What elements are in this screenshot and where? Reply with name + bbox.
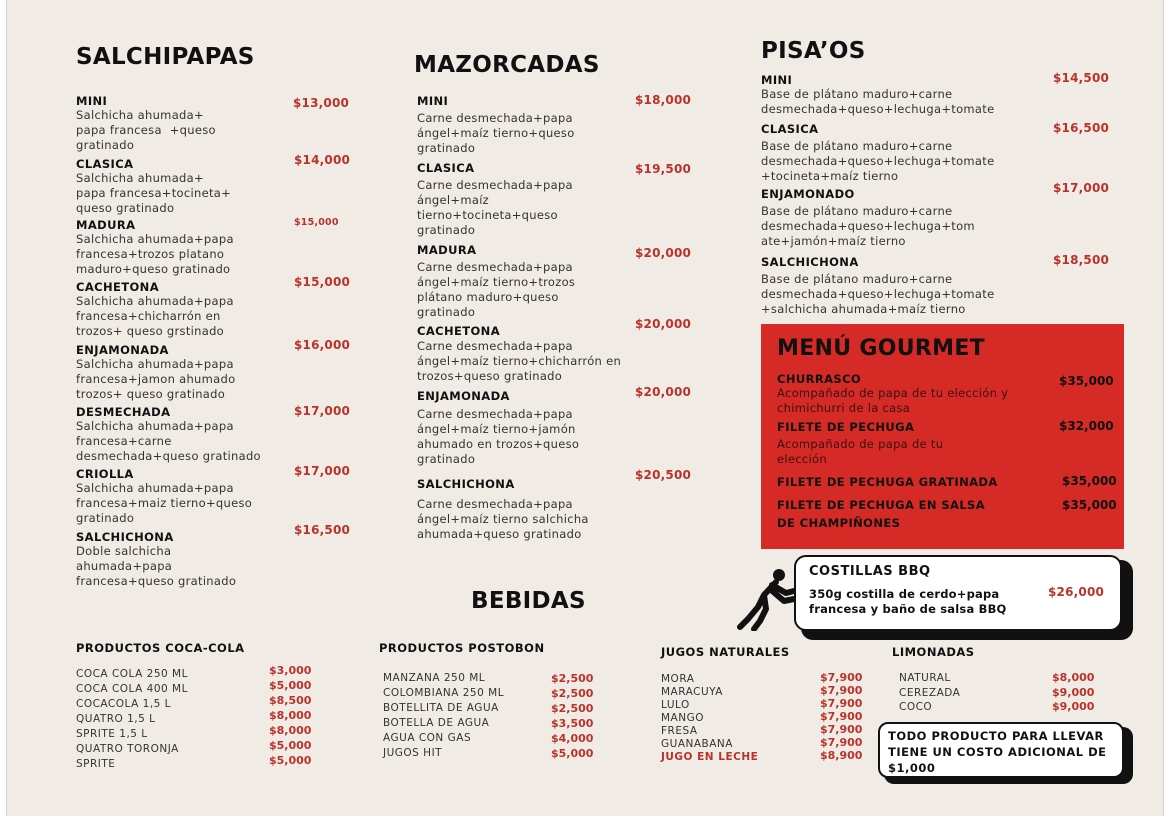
item-price: $20,000 <box>635 246 692 260</box>
item-description: Salchicha ahumada+papa francesa+maiz tierno+queso gratinado <box>76 481 253 525</box>
menu-item <box>761 255 994 317</box>
drink-price: $7,900 <box>820 723 863 736</box>
item-name: CHURRASCO <box>777 372 862 386</box>
item-name: CRIOLLA <box>76 467 134 481</box>
bbq-description: 350g costilla de cerdo+papa francesa y baño de salsa BBQ <box>809 587 1007 616</box>
item-description: Doble salchicha ahumada+papa francesa+queso gratinado <box>76 544 237 588</box>
gourmet-item <box>777 420 943 467</box>
item-name: ENJAMONADA <box>417 389 510 403</box>
drink-name: LULO <box>661 699 690 711</box>
item-name: ENJAMONADA <box>76 343 169 357</box>
limonadas-title: LIMONADAS <box>892 645 975 659</box>
drink-price: $8,000 <box>1052 671 1095 684</box>
item-description: Salchicha ahumada+ papa francesa +queso gratinado <box>76 108 216 152</box>
item-name: CLASICA <box>76 157 134 171</box>
drink-name: COCACOLA 1,5 L <box>76 698 172 710</box>
drink-name: NATURAL <box>899 672 951 684</box>
drink-price: $7,900 <box>820 697 863 710</box>
gourmet-panel <box>761 324 1124 549</box>
jugos-prices <box>820 671 862 762</box>
bbq-card <box>794 555 1122 631</box>
drink-name: JUGOS HIT <box>383 747 443 759</box>
item-name: SALCHICHONA <box>76 530 174 544</box>
menu-item <box>417 94 575 156</box>
pisaos-title: PISA’OS <box>761 38 866 64</box>
item-name: MADURA <box>76 218 136 232</box>
drink-price: $3,000 <box>269 664 312 677</box>
item-price: $16,500 <box>1053 121 1110 135</box>
drink-name: JUGO EN LECHE <box>661 751 759 763</box>
item-name: DESMECHADA <box>76 405 171 419</box>
item-price: $32,000 <box>1059 419 1114 433</box>
item-price: $18,500 <box>1053 253 1110 267</box>
item-description: Salchicha ahumada+papa francesa+trozos platano maduro+queso gratinado <box>76 232 234 276</box>
drink-price: $3,500 <box>551 717 594 730</box>
drink-name: SPRITE 1,5 L <box>76 728 148 740</box>
postobon-title: PRODUCTOS POSTOBON <box>379 641 545 655</box>
item-price: $35,000 <box>1062 474 1117 488</box>
item-price: $20,500 <box>635 468 692 482</box>
drink-name: MARACUYA <box>661 686 723 698</box>
item-name: FILETE DE PECHUGA GRATINADA <box>777 475 998 489</box>
item-price: $35,000 <box>1062 498 1117 512</box>
item-name: MADURA <box>417 243 477 257</box>
drink-price: $4,000 <box>551 732 594 745</box>
drink-name: MANZANA 250 ML <box>383 672 486 684</box>
menu-item <box>417 243 575 320</box>
postobon-list <box>383 671 504 761</box>
item-name: CLASICA <box>417 161 475 175</box>
bbq-price: $26,000 <box>1048 585 1105 599</box>
drink-price: $2,500 <box>551 702 594 715</box>
item-price: $16,000 <box>294 338 351 352</box>
drink-price: $8,900 <box>820 749 863 762</box>
bbq-name: COSTILLAS BBQ <box>809 564 931 579</box>
item-price: $18,000 <box>635 93 692 107</box>
menu-item <box>417 477 589 542</box>
item-name: SALCHICHONA <box>417 477 515 491</box>
drink-name: COCA COLA 250 ML <box>76 668 188 680</box>
drink-name: COCO <box>899 701 933 713</box>
drink-name: MANGO <box>661 712 704 724</box>
drink-price: $7,900 <box>820 671 863 684</box>
item-price: $15,000 <box>294 275 351 289</box>
menu-item <box>76 280 234 339</box>
item-name: FILETE DE PECHUGA EN SALSA DE CHAMPIÑONES <box>777 498 986 530</box>
item-price: $19,500 <box>635 162 692 176</box>
menu-item <box>76 405 261 464</box>
mazorcadas-title: MAZORCADAS <box>414 52 600 78</box>
item-price: $16,500 <box>294 523 351 537</box>
bebidas-title: BEBIDAS <box>471 588 586 614</box>
menu-item <box>76 467 252 526</box>
item-price: $20,000 <box>635 385 692 399</box>
drink-name: FRESA <box>661 725 698 737</box>
item-price: $14,500 <box>1053 71 1110 85</box>
item-description: Carne desmechada+papa ángel+maíz tierno+tocineta+queso gratinado <box>417 178 573 237</box>
cocacola-list <box>76 667 188 772</box>
drink-price: $5,000 <box>269 679 312 692</box>
drink-price: $7,900 <box>820 710 863 723</box>
drink-name: MORA <box>661 673 695 685</box>
item-description: Carne desmechada+papa ángel+maíz tierno salchicha ahumada+queso gratinado <box>417 497 589 541</box>
item-description: Salchicha ahumada+papa francesa+chicharrón en trozos+ queso grstinado <box>76 294 234 338</box>
menu-item <box>761 187 975 249</box>
item-price: $17,000 <box>1053 181 1110 195</box>
item-name: SALCHICHONA <box>761 255 859 269</box>
menu-item <box>76 343 235 402</box>
gourmet-item <box>777 372 1008 416</box>
drink-price: $2,500 <box>551 672 594 685</box>
drink-name: COCA COLA 400 ML <box>76 683 188 695</box>
page-edge-left <box>6 0 7 816</box>
menu-item <box>761 122 994 184</box>
item-description: Salchicha ahumada+ papa francesa+tocineta+ queso gratinado <box>76 171 232 215</box>
takeaway-note: TODO PRODUCTO PARA LLEVAR TIENE UN COSTO ADICIONAL DE $1,000 <box>878 722 1124 778</box>
item-description: Acompañado de papa de tu elección y chimichurri de la casa <box>777 386 1009 415</box>
drink-name: GUANABANA <box>661 738 733 750</box>
item-description: Carne desmechada+papa ángel+maíz tierno+trozos plátano maduro+queso gratinado <box>417 260 576 319</box>
item-description: Base de plátano maduro+carne desmechada+queso+lechuga+tomate +salchicha ahumada+maíz tierno <box>761 272 995 316</box>
item-description: Carne desmechada+papa ángel+maíz tierno+chicharrón en trozos+queso gratinado <box>417 339 622 383</box>
menu-item <box>76 157 231 216</box>
drink-name: BOTELLITA DE AGUA <box>383 702 499 714</box>
item-description: Base de plátano maduro+carne desmechada+queso+lechuga+tomate <box>761 87 995 116</box>
drink-name: CEREZADA <box>899 686 961 699</box>
item-price: $13,000 <box>293 96 350 110</box>
menu-item <box>417 389 579 467</box>
drink-name: AGUA CON GAS <box>383 732 472 744</box>
item-description: Acompañado de papa de tu elección <box>777 437 944 466</box>
drink-price: $8,000 <box>269 709 312 722</box>
gourmet-title: MENÚ GOURMET <box>777 336 985 361</box>
drink-price: $7,900 <box>820 684 863 697</box>
drink-name: QUATRO 1,5 L <box>76 713 156 725</box>
salchipapas-title: SALCHIPAPAS <box>76 44 255 70</box>
page-edge-right <box>1163 0 1164 816</box>
person-pushing-icon <box>732 567 798 631</box>
drink-name: COLOMBIANA 250 ML <box>383 687 505 699</box>
item-price: $14,000 <box>294 153 351 167</box>
drink-price: $8,000 <box>269 724 312 737</box>
item-price: $15,000 <box>294 217 339 228</box>
item-name: CACHETONA <box>417 324 501 338</box>
item-name: CACHETONA <box>76 280 160 294</box>
item-name: ENJAMONADO <box>761 187 855 201</box>
drink-price: $7,900 <box>820 736 863 749</box>
item-name: MINI <box>76 94 108 108</box>
drink-price: $5,000 <box>269 754 312 767</box>
item-description: Base de plátano maduro+carne desmechada+queso+lechuga+tom ate+jamón+maíz tierno <box>761 204 975 248</box>
drink-price: $9,000 <box>1052 685 1095 699</box>
item-description: Salchicha ahumada+papa francesa+jamon ahumado trozos+ queso gratinado <box>76 357 236 401</box>
menu-item <box>76 94 276 153</box>
item-name: FILETE DE PECHUGA <box>777 420 915 434</box>
item-description: Salchicha ahumada+papa francesa+carne desmechada+queso gratinado <box>76 419 261 463</box>
menu-page <box>6 0 1164 816</box>
item-price: $17,000 <box>294 404 351 418</box>
jugos-list <box>661 673 758 764</box>
menu-item <box>761 73 994 117</box>
menu-item <box>76 218 234 277</box>
item-name: MINI <box>417 94 449 108</box>
postobon-prices <box>551 671 593 761</box>
cocacola-title: PRODUCTOS COCA-COLA <box>76 641 245 655</box>
limonadas-list <box>899 671 960 715</box>
menu-item <box>417 324 621 384</box>
drink-name: QUATRO TORONJA <box>76 743 179 755</box>
drink-price: $8,500 <box>269 694 312 707</box>
item-price: $17,000 <box>294 464 351 478</box>
drink-price: $5,000 <box>269 739 312 752</box>
drink-name: SPRITE <box>76 758 116 770</box>
item-name: MINI <box>761 73 793 87</box>
item-description: Carne desmechada+papa ángel+maíz tierno+queso gratinado <box>417 111 575 155</box>
item-description: Base de plátano maduro+carne desmechada+queso+lechuga+tomate +tocineta+maíz tierno <box>761 139 995 183</box>
drink-price: $9,000 <box>1052 700 1095 713</box>
item-price: $35,000 <box>1059 374 1114 388</box>
drink-price: $5,000 <box>551 747 594 760</box>
drink-price: $2,500 <box>551 687 594 700</box>
jugos-title: JUGOS NATURALES <box>661 645 790 659</box>
limonadas-prices <box>1052 671 1094 715</box>
cocacola-prices <box>269 663 311 768</box>
item-name: CLASICA <box>761 122 819 136</box>
drink-name: BOTELLA DE AGUA <box>383 717 490 729</box>
menu-item <box>76 530 236 589</box>
item-description: Carne desmechada+papa ángel+maíz tierno+jamón ahumado en trozos+queso gratinado <box>417 407 580 466</box>
item-price: $20,000 <box>635 317 692 331</box>
menu-item <box>417 161 573 238</box>
